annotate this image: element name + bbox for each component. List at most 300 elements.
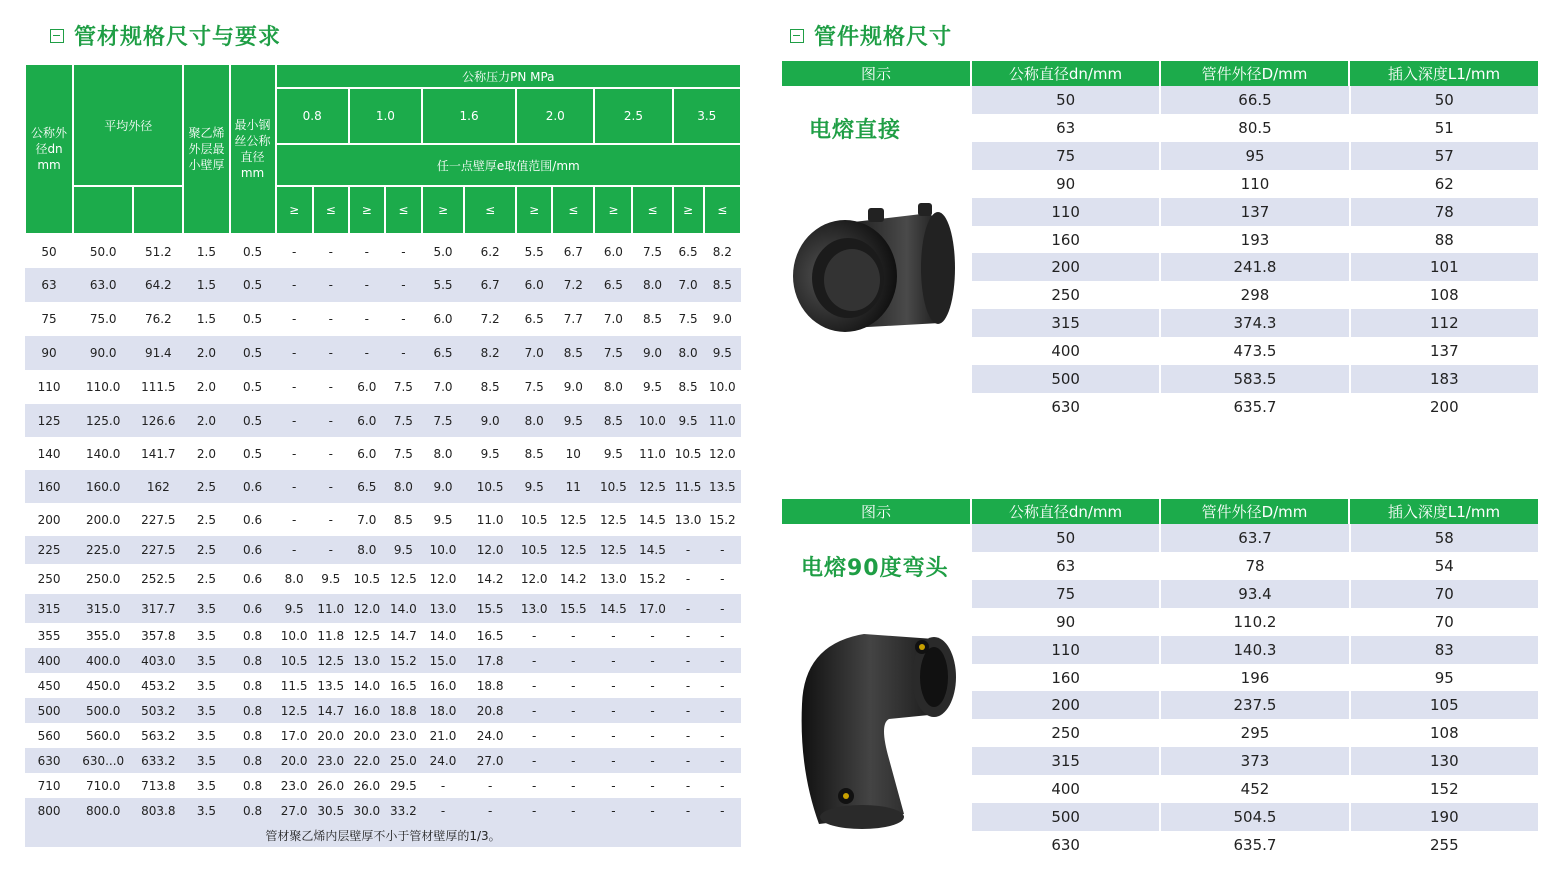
table-cell: 500 <box>25 698 73 723</box>
table-cell: 0.5 <box>230 268 276 302</box>
elbow-image <box>794 619 964 829</box>
table-cell: 315 <box>972 309 1161 337</box>
ge-header: ≥ <box>594 186 632 234</box>
pn-5-header: 3.5 <box>673 88 741 144</box>
ge-header: ≥ <box>422 186 464 234</box>
table-cell: - <box>516 623 552 648</box>
table-cell: 7.5 <box>594 336 632 370</box>
table-row <box>972 393 1538 421</box>
table-cell: 50 <box>25 234 73 268</box>
table-cell: 8.5 <box>594 404 632 437</box>
table-cell: 0.8 <box>230 648 276 673</box>
table-cell: - <box>632 698 672 723</box>
table-row <box>972 775 1538 803</box>
table-cell: 8.0 <box>673 336 704 370</box>
table-cell: - <box>594 648 632 673</box>
table-cell: 12.0 <box>349 594 385 623</box>
table-cell: 9.5 <box>313 564 349 594</box>
table-row <box>25 564 741 594</box>
table-cell: 473.5 <box>1161 337 1350 365</box>
table-row <box>25 404 741 437</box>
col-dn-header: 公称直径dn/mm <box>972 61 1161 86</box>
table-cell: 200.0 <box>73 503 133 536</box>
table-cell: 803.8 <box>133 798 183 823</box>
table-cell: 453.2 <box>133 673 183 698</box>
table-cell: 12.5 <box>594 536 632 564</box>
table-cell: 62 <box>1351 170 1538 198</box>
table-cell: 315.0 <box>73 594 133 623</box>
table-cell: 8.5 <box>385 503 422 536</box>
table-cell: 250 <box>972 281 1161 309</box>
table-cell: 0.8 <box>230 723 276 748</box>
table-cell: 80.5 <box>1161 114 1350 142</box>
table-cell: - <box>673 594 704 623</box>
table-cell: 1.5 <box>183 234 229 268</box>
table-cell: 8.5 <box>673 370 704 404</box>
table-cell: 0.6 <box>230 536 276 564</box>
table-cell: 9.5 <box>552 404 594 437</box>
table-cell: - <box>276 404 313 437</box>
table-cell: 78 <box>1351 198 1538 226</box>
table-cell: 237.5 <box>1161 691 1350 719</box>
table-cell: 110 <box>972 636 1161 664</box>
table-cell: 1.5 <box>183 268 229 302</box>
table-cell: 126.6 <box>133 404 183 437</box>
table-cell: 9.5 <box>276 594 313 623</box>
table-cell: - <box>385 336 422 370</box>
table-cell: 6.0 <box>516 268 552 302</box>
table-cell: 504.5 <box>1161 803 1350 831</box>
pn-0-header: 0.8 <box>276 88 349 144</box>
table-cell: 563.2 <box>133 723 183 748</box>
table-cell: 3.5 <box>183 798 229 823</box>
table-cell: 152 <box>1351 775 1538 803</box>
table-cell: - <box>632 723 672 748</box>
table-cell: 255 <box>1351 831 1538 859</box>
table-cell: 112 <box>1351 309 1538 337</box>
table-cell: - <box>632 623 672 648</box>
table-cell: 50.0 <box>73 234 133 268</box>
table-cell: - <box>276 302 313 336</box>
table-cell: 7.0 <box>422 370 464 404</box>
table-cell: 23.0 <box>385 723 422 748</box>
table-cell: 93.4 <box>1161 580 1350 608</box>
table-cell: 10.5 <box>516 503 552 536</box>
table-cell: 6.5 <box>422 336 464 370</box>
col-avg-od-header: 平均外径 <box>73 64 183 186</box>
table-cell: - <box>313 536 349 564</box>
footnote: 管材聚乙烯内层壁厚不小于管材壁厚的1/3。 <box>25 823 741 847</box>
table-cell: 560 <box>25 723 73 748</box>
col-image-header: 图示 <box>782 61 972 86</box>
table-cell: 8.0 <box>516 404 552 437</box>
table-cell: 7.5 <box>632 234 672 268</box>
table-cell: 14.5 <box>632 503 672 536</box>
table-cell: 75 <box>972 142 1161 170</box>
table-cell: 12.5 <box>276 698 313 723</box>
table-cell: 12.5 <box>313 648 349 673</box>
table-cell: 0.6 <box>230 503 276 536</box>
table-cell: 23.0 <box>276 773 313 798</box>
table-cell: 0.6 <box>230 594 276 623</box>
table-cell: 140.0 <box>73 437 133 470</box>
le-header: ≤ <box>632 186 672 234</box>
table-cell: 12.5 <box>385 564 422 594</box>
pipe-spec-table <box>24 63 742 847</box>
table-cell: - <box>704 564 741 594</box>
table-cell: 6.0 <box>349 437 385 470</box>
table-cell: 15.2 <box>704 503 741 536</box>
table-cell: 95 <box>1351 664 1538 692</box>
table-cell: 8.5 <box>464 370 516 404</box>
table-cell: 0.8 <box>230 673 276 698</box>
table-cell: - <box>594 698 632 723</box>
table-cell: 7.0 <box>516 336 552 370</box>
table-cell: - <box>516 648 552 673</box>
table-cell: 3.5 <box>183 723 229 748</box>
table-cell: 8.5 <box>704 268 741 302</box>
table-cell: 315 <box>25 594 73 623</box>
table-cell: 355 <box>25 623 73 648</box>
table-cell: 0.5 <box>230 336 276 370</box>
table-cell: - <box>349 302 385 336</box>
table-cell: 2.5 <box>183 564 229 594</box>
table-cell: 1.5 <box>183 302 229 336</box>
table-cell: 6.0 <box>422 302 464 336</box>
table-cell: 5.0 <box>422 234 464 268</box>
table-cell: - <box>422 798 464 823</box>
table-cell: 17.8 <box>464 648 516 673</box>
table-cell: 27.0 <box>276 798 313 823</box>
pn-3-header: 2.0 <box>516 88 594 144</box>
table-cell: 110.0 <box>73 370 133 404</box>
table-cell: 30.5 <box>313 798 349 823</box>
table-cell: 13.0 <box>516 594 552 623</box>
table-cell: 110 <box>972 198 1161 226</box>
table-cell: 13.0 <box>673 503 704 536</box>
table-cell: - <box>594 673 632 698</box>
table-cell: - <box>516 723 552 748</box>
table-cell: 7.2 <box>464 302 516 336</box>
table-cell: 83 <box>1351 636 1538 664</box>
table-cell: 10.5 <box>276 648 313 673</box>
table-cell: 20.8 <box>464 698 516 723</box>
table-cell: - <box>552 698 594 723</box>
table-row <box>972 580 1538 608</box>
table-cell: - <box>704 536 741 564</box>
table-cell: 14.7 <box>385 623 422 648</box>
table-cell: 583.5 <box>1161 365 1350 393</box>
table-cell: 6.5 <box>673 234 704 268</box>
table-cell: 0.5 <box>230 302 276 336</box>
table-cell: - <box>704 723 741 748</box>
le-header: ≤ <box>704 186 741 234</box>
table-row <box>972 337 1538 365</box>
table-cell: 11.0 <box>704 404 741 437</box>
table-cell: - <box>385 234 422 268</box>
table-cell: 2.5 <box>183 470 229 503</box>
table-cell: 11.0 <box>632 437 672 470</box>
le-header: ≤ <box>313 186 349 234</box>
table-cell: 33.2 <box>385 798 422 823</box>
table-cell: 90 <box>25 336 73 370</box>
table-cell: 14.5 <box>594 594 632 623</box>
table-cell: 9.5 <box>673 404 704 437</box>
table-cell: 27.0 <box>464 748 516 773</box>
table-row <box>25 370 741 404</box>
table-cell: 13.0 <box>422 594 464 623</box>
table-cell: - <box>673 698 704 723</box>
table-row <box>25 302 741 336</box>
table-cell: 250 <box>972 719 1161 747</box>
table-cell: 8.0 <box>385 470 422 503</box>
col-depth-header: 插入深度L1/mm <box>1350 499 1538 524</box>
table-cell: 225.0 <box>73 536 133 564</box>
table-cell: 25.0 <box>385 748 422 773</box>
table-cell: 91.4 <box>133 336 183 370</box>
table-cell: 9.0 <box>464 404 516 437</box>
table-cell: 9.5 <box>385 536 422 564</box>
table-cell: 400 <box>25 648 73 673</box>
table-row <box>972 719 1538 747</box>
ge-header: ≥ <box>673 186 704 234</box>
table-cell: 108 <box>1351 281 1538 309</box>
table-cell: 5.5 <box>422 268 464 302</box>
ge-header: ≥ <box>276 186 313 234</box>
table-cell: - <box>673 798 704 823</box>
table-row <box>972 142 1538 170</box>
table-cell: 12.5 <box>552 503 594 536</box>
table-cell: 12.5 <box>632 470 672 503</box>
table-cell: 11.5 <box>276 673 313 698</box>
table-cell: 20.0 <box>349 723 385 748</box>
table-cell: 0.8 <box>230 773 276 798</box>
table-cell: 8.0 <box>276 564 313 594</box>
table-cell: 3.5 <box>183 673 229 698</box>
table-cell: 227.5 <box>133 503 183 536</box>
table-cell: 800 <box>25 798 73 823</box>
table-row <box>972 524 1538 552</box>
table-cell: - <box>673 564 704 594</box>
table-cell: 90 <box>972 608 1161 636</box>
table-cell: 7.5 <box>385 437 422 470</box>
table-cell: 7.0 <box>594 302 632 336</box>
table-cell: 500 <box>972 803 1161 831</box>
table-cell: - <box>594 723 632 748</box>
table-cell: - <box>632 648 672 673</box>
table-cell: 63 <box>972 552 1161 580</box>
table-cell: 76.2 <box>133 302 183 336</box>
table-cell: 15.2 <box>632 564 672 594</box>
table-cell: 14.0 <box>422 623 464 648</box>
table-row <box>25 234 741 268</box>
table-cell: - <box>673 723 704 748</box>
table-cell: - <box>673 673 704 698</box>
table-cell: 710 <box>25 773 73 798</box>
table-cell: - <box>276 370 313 404</box>
table-cell: 18.8 <box>385 698 422 723</box>
table-cell: - <box>594 773 632 798</box>
table-row <box>25 336 741 370</box>
table-cell: 8.0 <box>349 536 385 564</box>
col-od-header: 管件外径D/mm <box>1161 61 1350 86</box>
table-cell: 0.5 <box>230 404 276 437</box>
table-cell: 51.2 <box>133 234 183 268</box>
table-cell: 57 <box>1351 142 1538 170</box>
table-row <box>972 831 1538 859</box>
table-row <box>25 623 741 648</box>
table-cell: 298 <box>1161 281 1350 309</box>
table-cell: 18.8 <box>464 673 516 698</box>
table-cell: 108 <box>1351 719 1538 747</box>
table-cell: - <box>704 673 741 698</box>
table-cell: - <box>704 773 741 798</box>
table-cell: 21.0 <box>422 723 464 748</box>
col-wire-header: 最小钢丝公称直径mm <box>230 64 276 234</box>
table-cell: 6.5 <box>516 302 552 336</box>
table-cell: 193 <box>1161 226 1350 254</box>
table-cell: 0.8 <box>230 623 276 648</box>
table-cell: 450.0 <box>73 673 133 698</box>
table-cell: 11.5 <box>673 470 704 503</box>
table-cell: 10.5 <box>673 437 704 470</box>
table-cell: 78 <box>1161 552 1350 580</box>
table-cell: 373 <box>1161 747 1350 775</box>
table-cell: 16.5 <box>464 623 516 648</box>
table-cell: 63 <box>972 114 1161 142</box>
table-cell: 63.7 <box>1161 524 1350 552</box>
table-cell: - <box>276 536 313 564</box>
table-cell: 400 <box>972 337 1161 365</box>
table-cell: 130 <box>1351 747 1538 775</box>
table-row <box>972 664 1538 692</box>
table-cell: 20.0 <box>276 748 313 773</box>
table-cell: 560.0 <box>73 723 133 748</box>
table-cell: - <box>704 623 741 648</box>
table-cell: 196 <box>1161 664 1350 692</box>
table-cell: - <box>552 673 594 698</box>
table-cell: - <box>594 798 632 823</box>
fitting-spec-title: 管件规格尺寸 <box>790 20 952 51</box>
table-cell: 11 <box>552 470 594 503</box>
pn-1-header: 1.0 <box>349 88 422 144</box>
table-cell: 11.0 <box>313 594 349 623</box>
table-cell: 3.5 <box>183 623 229 648</box>
table-cell: - <box>552 623 594 648</box>
col-dn-header: 公称外径dn mm <box>25 64 73 234</box>
table-cell: 3.5 <box>183 773 229 798</box>
table-cell: - <box>594 623 632 648</box>
table-cell: 5.5 <box>516 234 552 268</box>
table-cell: - <box>276 437 313 470</box>
table-row <box>972 253 1538 281</box>
table-cell: - <box>313 470 349 503</box>
table-cell: 12.5 <box>594 503 632 536</box>
table-cell: 200 <box>972 253 1161 281</box>
le-header: ≤ <box>464 186 516 234</box>
table-cell: 15.5 <box>552 594 594 623</box>
table-cell: - <box>673 773 704 798</box>
table-cell: - <box>673 536 704 564</box>
table-cell: 252.5 <box>133 564 183 594</box>
table-cell: - <box>632 673 672 698</box>
table-cell: - <box>552 798 594 823</box>
table-row <box>972 552 1538 580</box>
table-cell: 9.0 <box>552 370 594 404</box>
pn-4-header: 2.5 <box>594 88 672 144</box>
table-cell: - <box>673 623 704 648</box>
col-pe-min-header: 聚乙烯外层最小壁厚 <box>183 64 229 234</box>
table-row <box>25 648 741 673</box>
table-cell: - <box>313 503 349 536</box>
table-cell: 9.0 <box>632 336 672 370</box>
table-cell: - <box>704 698 741 723</box>
table-cell: 26.0 <box>349 773 385 798</box>
table-row <box>25 437 741 470</box>
table-cell: 200 <box>25 503 73 536</box>
table-cell: 630 <box>25 748 73 773</box>
table-cell: 3.5 <box>183 698 229 723</box>
table-cell: 15.5 <box>464 594 516 623</box>
table-cell: 200 <box>972 691 1161 719</box>
table-cell: - <box>276 470 313 503</box>
table-cell: 9.5 <box>422 503 464 536</box>
table-row <box>25 503 741 536</box>
table-cell: - <box>385 302 422 336</box>
table-cell: 0.6 <box>230 564 276 594</box>
table-cell: 9.0 <box>422 470 464 503</box>
table-cell: 141.7 <box>133 437 183 470</box>
table-cell: 26.0 <box>313 773 349 798</box>
table-cell: 10.0 <box>422 536 464 564</box>
table-cell: 400 <box>972 775 1161 803</box>
table-cell: 3.5 <box>183 748 229 773</box>
table-cell: 633.2 <box>133 748 183 773</box>
table-cell: 75 <box>25 302 73 336</box>
table-cell: 630 <box>972 393 1161 421</box>
table-cell: 190 <box>1351 803 1538 831</box>
coupling-spec-table <box>782 61 1538 422</box>
table-cell: 6.0 <box>349 370 385 404</box>
avg-od-max-header <box>133 186 183 234</box>
table-cell: 7.5 <box>385 404 422 437</box>
ge-header: ≥ <box>349 186 385 234</box>
table-cell: - <box>349 234 385 268</box>
table-cell: 0.5 <box>230 370 276 404</box>
ge-header: ≥ <box>516 186 552 234</box>
table-row <box>25 470 741 503</box>
table-cell: 18.0 <box>422 698 464 723</box>
table-cell: 162 <box>133 470 183 503</box>
table-cell: 17.0 <box>276 723 313 748</box>
table-cell: 9.5 <box>632 370 672 404</box>
table-cell: 10.0 <box>276 623 313 648</box>
table-cell: 357.8 <box>133 623 183 648</box>
table-row <box>25 536 741 564</box>
coupling-image <box>790 198 960 348</box>
table-cell: 70 <box>1351 608 1538 636</box>
table-cell: 9.5 <box>594 437 632 470</box>
avg-od-min-header <box>73 186 133 234</box>
table-cell: 8.0 <box>632 268 672 302</box>
table-cell: 58 <box>1351 524 1538 552</box>
table-cell: 500.0 <box>73 698 133 723</box>
doc-icon <box>50 29 64 43</box>
table-row <box>972 281 1538 309</box>
table-cell: - <box>313 370 349 404</box>
table-cell: 7.7 <box>552 302 594 336</box>
table-row <box>972 226 1538 254</box>
